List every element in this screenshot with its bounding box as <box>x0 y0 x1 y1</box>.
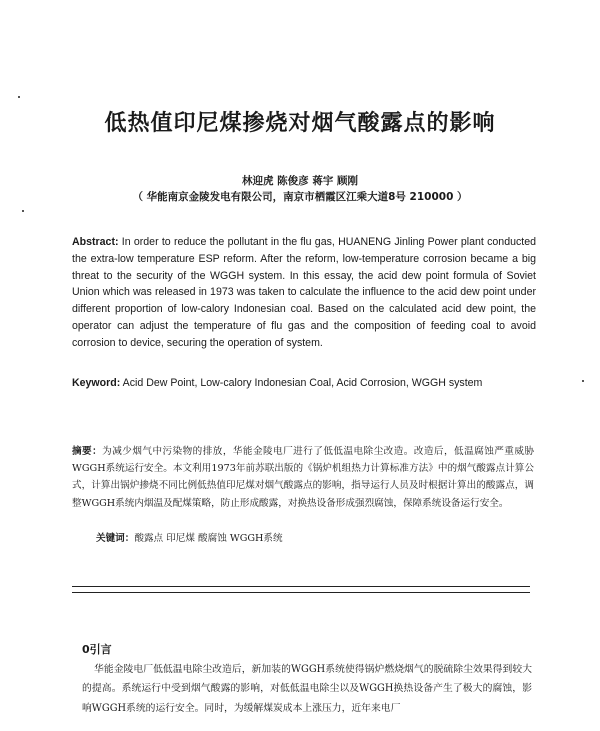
abstract-label: Abstract: <box>72 236 119 248</box>
zh-abstract-label: 摘要： <box>72 446 103 457</box>
divider-line <box>72 592 530 593</box>
abstract-text: In order to reduce the pollutant in the flu gas, HUANENG Jinling Power plant conducted the extra-low temperature ESP reform. After the reform, low-temperature corrosion became a big threat to the security of the WGGH system. In this essay, the acid dew point formula of Soviet Union which was released in 1973 was taken to calculate the influence to the acid dew point under different proportion of low-calory Indonesian coal. Based on the calculated acid dew point, the operator can adjust the temperature of flu gas and the composition of feeding coal to avoid corrosion to device, securing the operation of system. <box>72 236 536 349</box>
zh-keyword-text: 酸露点 印尼煤 酸腐蚀 WGGH系统 <box>134 533 283 544</box>
paper-title: 低热值印尼煤掺烧对烟气酸露点的影响 <box>104 111 496 136</box>
section-heading: 0引言 <box>82 643 112 656</box>
english-abstract <box>72 234 536 352</box>
keyword-text: Acid Dew Point, Low-calory Indonesian Coal, Acid Corrosion, WGGH system <box>122 377 483 389</box>
affiliation: （ 华能南京金陵发电有限公司，南京市栖霞区江乘大道8号 210000 ） <box>132 191 468 203</box>
scan-speck <box>22 210 24 212</box>
divider-line <box>72 586 530 587</box>
author-list: 林迎虎 陈俊彦 蒋宇 顾刚 <box>242 175 358 187</box>
chinese-abstract <box>72 443 534 512</box>
body-text: 华能金陵电厂低低温电除尘改造后，新加装的WGGH系统使得锅炉燃烧烟气的脱硫除尘效果得到较大的提高。系统运行中受到烟气酸露的影响，对低低温电除尘以及WGGH换热设备产生了极大的腐蚀，影响WGGH系统的运行安全。同时，为缓解煤炭成本上涨压力，近年来电厂 <box>82 664 532 714</box>
body-paragraph <box>82 660 532 718</box>
scan-speck <box>582 380 584 382</box>
zh-abstract-text: 为减少烟气中污染物的排放，华能金陵电厂进行了低低温电除尘改造。改造后，低温腐蚀严重威胁WGGH系统运行安全。本文利用1973年前苏联出版的《锅炉机组热力计算标准方法》中的烟气酸露点计算公式，计算出锅炉掺烧不同比例低热值印尼煤对烟气酸露点的影响，指导运行人员及时根据计算出的酸露点，调整WGGH系统内烟温及配煤策略，防止形成酸露，对换热设备形成强烈腐蚀，保障系统设备运行安全。 <box>72 446 535 509</box>
scan-speck <box>18 96 20 98</box>
chinese-keywords <box>96 530 283 544</box>
keyword-label: Keyword: <box>72 377 121 389</box>
zh-keyword-label: 关键词： <box>96 533 135 544</box>
english-keywords <box>72 375 536 392</box>
